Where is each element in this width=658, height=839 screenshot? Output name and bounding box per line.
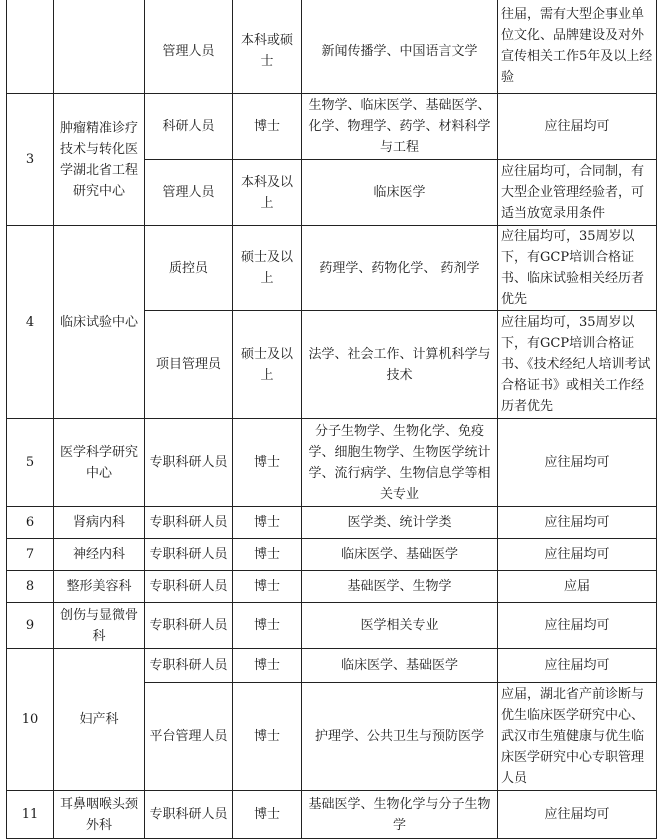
requirement-cell: 应往届均可 <box>498 539 657 571</box>
department-cell: 妇产科 <box>54 649 145 791</box>
degree-cell: 博士 <box>233 649 302 683</box>
degree-cell: 博士 <box>233 571 302 603</box>
department-cell <box>54 0 145 94</box>
position-cell: 专职科研人员 <box>145 603 233 649</box>
position-cell: 质控员 <box>145 226 233 311</box>
degree-cell: 本科或硕士 <box>233 10 302 94</box>
row-number <box>7 0 54 94</box>
row-number: 7 <box>7 539 54 571</box>
table-row <box>7 649 657 683</box>
requirement-cell: 应往届均可 <box>498 507 657 539</box>
major-cell: 基础医学、生物学 <box>302 571 498 603</box>
major-cell: 医学相关专业 <box>302 603 498 649</box>
requirement-cell: 应届 <box>498 571 657 603</box>
requirement-cell: 应往届均可 <box>498 603 657 649</box>
requirement-cell: 应往届均可 <box>498 419 657 507</box>
requirement-cell: 应往届均可，35周岁以下，有GCP培训合格证书、临床试验相关经历者优先 <box>498 226 657 311</box>
table-row <box>7 571 657 603</box>
department-cell: 临床试验中心 <box>54 226 145 419</box>
position-cell: 管理人员 <box>145 160 233 226</box>
row-number: 9 <box>7 603 54 649</box>
degree-cell: 博士 <box>233 603 302 649</box>
department-cell: 耳鼻咽喉头颈外科 <box>54 791 145 839</box>
position-cell: 项目管理员 <box>145 311 233 419</box>
major-cell: 法学、社会工作、计算机科学与技术 <box>302 311 498 419</box>
department-cell: 整形美容科 <box>54 571 145 603</box>
table-row <box>7 791 657 839</box>
table-row <box>7 226 657 311</box>
row-number: 4 <box>7 226 54 419</box>
degree-cell: 博士 <box>233 94 302 160</box>
requirement-cell: 应往届均可，35周岁以下，有GCP培训合格证书、《技术经纪人培训考试合格证书》或相关工作经历者优先 <box>498 311 657 419</box>
degree-cell: 硕士及以上 <box>233 226 302 311</box>
position-cell: 专职科研人员 <box>145 419 233 507</box>
table-row <box>7 507 657 539</box>
requirement-cell: 应往届均可，合同制，有大型企业管理经验者，可适当放宽录用条件 <box>498 160 657 226</box>
major-cell: 临床医学、基础医学 <box>302 649 498 683</box>
degree-cell: 本科及以上 <box>233 160 302 226</box>
table-row <box>7 0 657 10</box>
position-cell: 专职科研人员 <box>145 571 233 603</box>
degree-cell: 博士 <box>233 419 302 507</box>
degree-cell: 硕士及以上 <box>233 311 302 419</box>
major-cell: 生物学、临床医学、基础医学、化学、物理学、药学、材料科学与工程 <box>302 94 498 160</box>
position-cell: 平台管理人员 <box>145 683 233 791</box>
row-number: 10 <box>7 649 54 791</box>
major-cell: 护理学、公共卫生与预防医学 <box>302 683 498 791</box>
department-cell: 医学科学研究中心 <box>54 419 145 507</box>
row-number: 11 <box>7 791 54 839</box>
major-cell: 药理学、药物化学、 药剂学 <box>302 226 498 311</box>
table-row <box>7 419 657 507</box>
recruitment-table <box>6 0 657 839</box>
position-cell: 科研人员 <box>145 94 233 160</box>
position-cell: 专职科研人员 <box>145 791 233 839</box>
degree-cell: 博士 <box>233 683 302 791</box>
major-cell: 新闻传播学、中国语言文学 <box>302 10 498 94</box>
position-cell: 管理人员 <box>145 10 233 94</box>
major-cell: 分子生物学、生物化学、免疫学、细胞生物学、生物医学统计学、流行病学、生物信息学等相关专业 <box>302 419 498 507</box>
degree-cell: 博士 <box>233 507 302 539</box>
table-row <box>7 94 657 160</box>
requirement-cell: 应往届均可 <box>498 649 657 683</box>
table-row <box>7 603 657 649</box>
position-cell: 专职科研人员 <box>145 539 233 571</box>
degree-cell: 博士 <box>233 791 302 839</box>
department-cell: 肾病内科 <box>54 507 145 539</box>
department-cell: 肿瘤精准诊疗技术与转化医学湖北省工程研究中心 <box>54 94 145 226</box>
major-cell: 临床医学、基础医学 <box>302 539 498 571</box>
major-cell: 临床医学 <box>302 160 498 226</box>
row-number: 3 <box>7 94 54 226</box>
major-cell: 医学类、统计学类 <box>302 507 498 539</box>
requirement-cell: 往届，需有大型企事业单位文化、品牌建设及对外宣传相关工作5年及以上经验 <box>498 0 657 94</box>
degree-cell: 博士 <box>233 539 302 571</box>
row-number: 5 <box>7 419 54 507</box>
position-cell: 专职科研人员 <box>145 507 233 539</box>
position-cell: 专职科研人员 <box>145 649 233 683</box>
table-row <box>7 539 657 571</box>
department-cell: 神经内科 <box>54 539 145 571</box>
requirement-cell: 应往届均可 <box>498 791 657 839</box>
major-cell: 基础医学、生物化学与分子生物学 <box>302 791 498 839</box>
row-number: 8 <box>7 571 54 603</box>
requirement-cell: 应届，湖北省产前诊断与优生临床医学研究中心、武汉市生殖健康与优生临床医学研究中心专职管理人员 <box>498 683 657 791</box>
requirement-cell: 应往届均可 <box>498 94 657 160</box>
row-number: 6 <box>7 507 54 539</box>
department-cell: 创伤与显微骨科 <box>54 603 145 649</box>
